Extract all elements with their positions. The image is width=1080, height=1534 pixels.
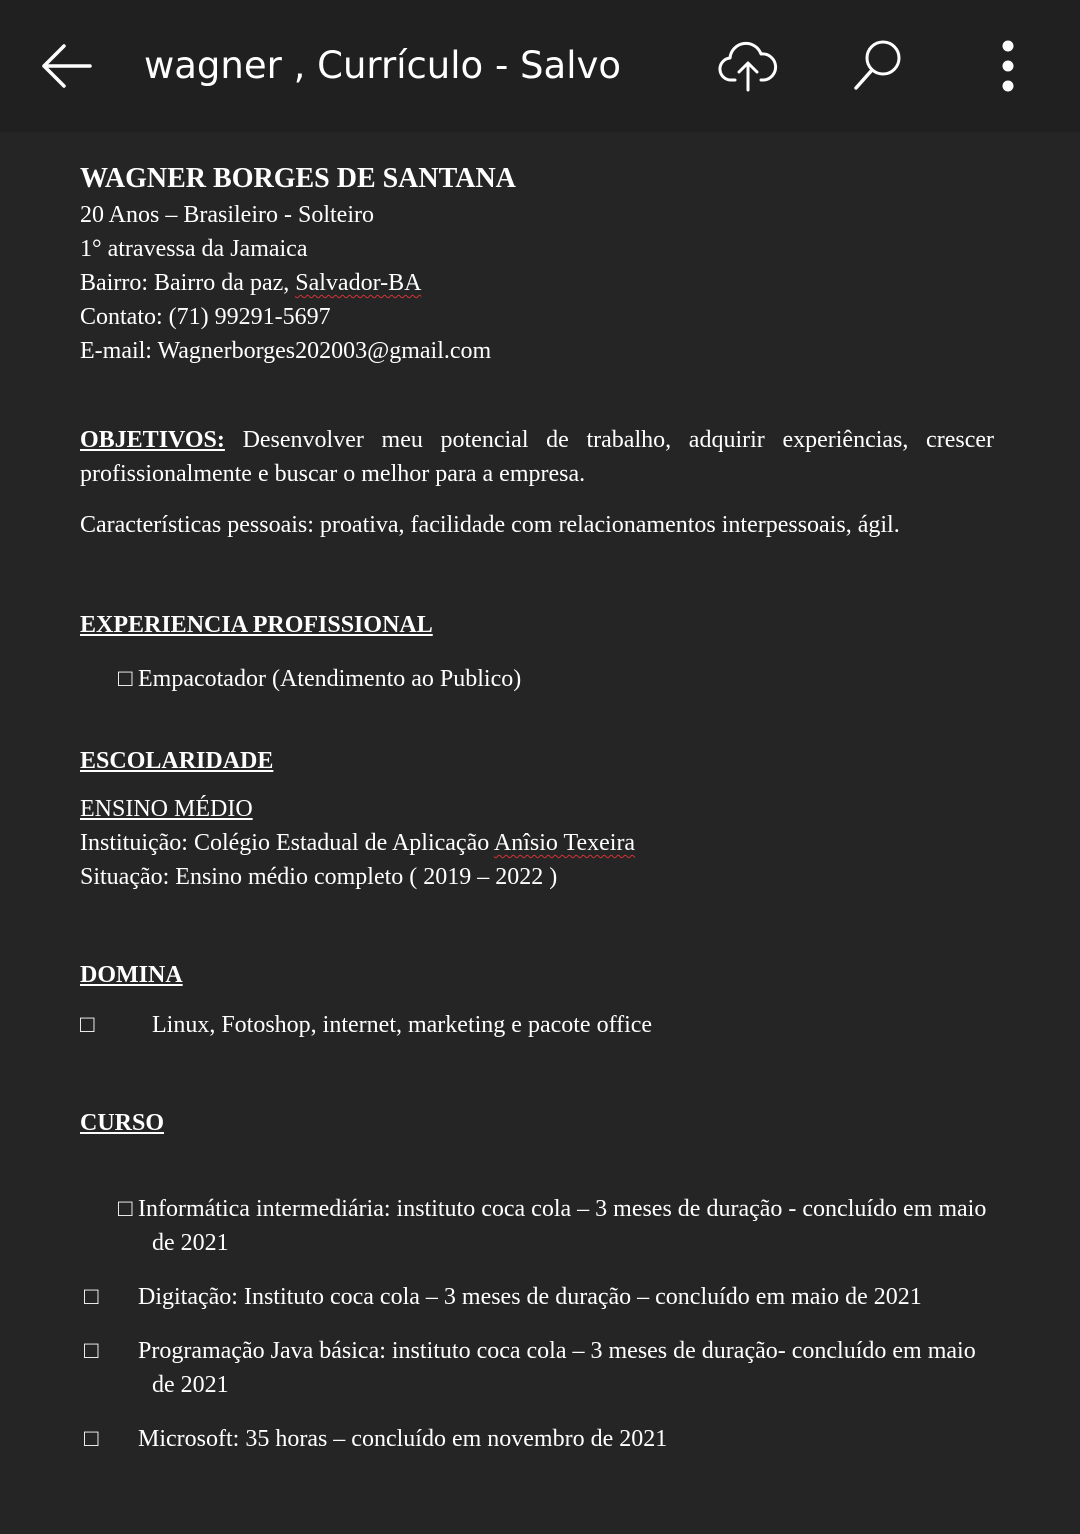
skills-item xyxy=(80,1008,994,1042)
neighborhood-prefix: Bairro: Bairro da paz, xyxy=(80,270,296,296)
personal-info: 20 Anos – Brasileiro - Solteiro xyxy=(80,202,374,228)
bullet-glyph: □ xyxy=(80,1012,95,1038)
experience-item xyxy=(80,662,994,696)
course-item xyxy=(80,1422,994,1456)
schooling-heading: ESCOLARIDADE xyxy=(80,748,274,774)
objectives-paragraph xyxy=(80,423,994,491)
course-item-text: Informática intermediária: instituto coca cola – 3 meses de duração - concluído em maio de 2021 xyxy=(138,1196,987,1256)
back-arrow-icon xyxy=(38,42,94,90)
course-item-text: Microsoft: 35 horas – concluído em novembro de 2021 xyxy=(138,1426,668,1452)
bullet-glyph: □ xyxy=(84,1338,99,1364)
experience-heading: EXPERIENCIA PROFISSIONAL xyxy=(80,612,433,638)
objectives-heading: OBJETIVOS: xyxy=(80,427,225,453)
more-options-button[interactable] xyxy=(972,30,1044,102)
course-item-text: Digitação: Instituto coca cola – 3 meses de duração – concluído em maio de 2021 xyxy=(138,1284,922,1310)
email-line: E-mail: Wagnerborges202003@gmail.com xyxy=(80,338,492,364)
status-line: Situação: Ensino médio completo ( 2019 – 2022 ) xyxy=(80,864,558,890)
address-line: 1° atravessa da Jamaica xyxy=(80,236,308,262)
courses-heading: CURSO xyxy=(80,1110,165,1136)
bullet-glyph: □ xyxy=(84,1284,99,1310)
more-vertical-icon xyxy=(998,40,1018,92)
characteristics-paragraph: Características pessoais: proativa, facilidade com relacionamentos interpessoais, ágil. xyxy=(80,512,900,538)
experience-item-text: Empacotador (Atendimento ao Publico) xyxy=(138,666,522,692)
school-level: ENSINO MÉDIO xyxy=(80,796,253,822)
bullet-glyph: □ xyxy=(84,1426,99,1452)
bullet-glyph: □ xyxy=(118,1196,133,1222)
upload-button[interactable] xyxy=(712,30,784,102)
document-body[interactable] xyxy=(80,160,994,1456)
city-spellcheck: Salvador-BA xyxy=(295,270,422,296)
search-icon xyxy=(846,36,906,96)
document-title: wagner , Currículo - Salvo xyxy=(144,44,622,87)
skills-item-text: Linux, Fotoshop, internet, marketing e pacote office xyxy=(152,1012,653,1038)
neighborhood-line xyxy=(80,266,994,300)
course-item-text: Programação Java básica: instituto coca cola – 3 meses de duração- concluído em maio de 2021 xyxy=(138,1338,976,1398)
objectives-text: Desenvolver meu potencial de trabalho, adquirir experiências, crescer profissionalmente e buscar o melhor para a empresa. xyxy=(80,427,994,487)
back-button[interactable] xyxy=(30,30,102,102)
course-item xyxy=(80,1334,994,1402)
institution-name-spellcheck: Anîsio Texeira xyxy=(493,830,636,856)
candidate-name: WAGNER BORGES DE SANTANA xyxy=(80,163,516,194)
bullet-glyph: □ xyxy=(118,666,133,692)
institution-line xyxy=(80,826,994,860)
search-button[interactable] xyxy=(840,30,912,102)
course-item xyxy=(80,1192,994,1260)
toolbar xyxy=(0,0,1080,132)
skills-heading: DOMINA xyxy=(80,962,183,988)
institution-prefix: Instituição: Colégio Estadual de Aplicação xyxy=(80,830,494,856)
contact-line: Contato: (71) 99291-5697 xyxy=(80,304,331,330)
cloud-upload-icon xyxy=(718,40,778,92)
course-item xyxy=(80,1280,994,1314)
